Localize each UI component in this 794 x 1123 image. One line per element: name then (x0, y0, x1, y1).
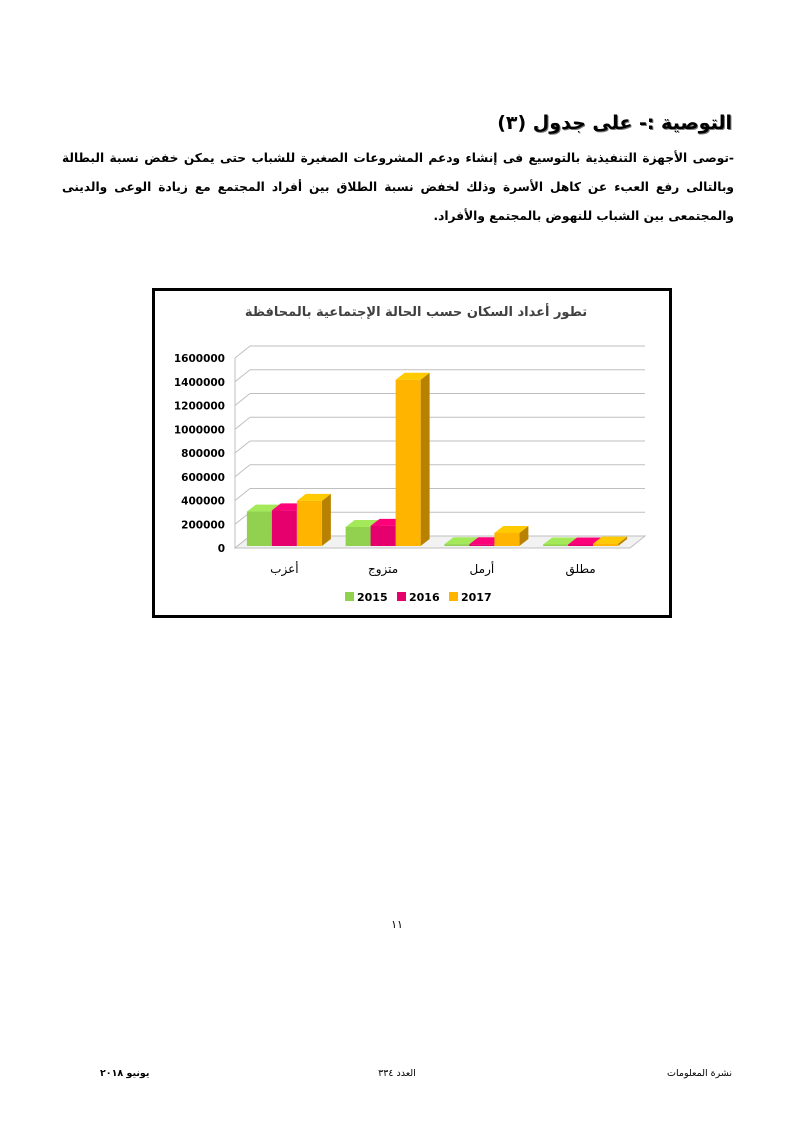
gridline-side (235, 489, 250, 501)
marital-status-chart (155, 291, 669, 615)
bar (297, 501, 322, 546)
y-tick-label: 200000 (181, 519, 225, 532)
legend-swatch (397, 592, 406, 601)
x-axis-categories (270, 561, 596, 577)
footer-issue: العدد ٣٣٤ (378, 1068, 416, 1079)
heading-number: (٣) (497, 112, 527, 134)
category-label: أعزب (270, 562, 299, 576)
bar (543, 545, 568, 547)
y-tick-label: 1000000 (173, 424, 225, 437)
bar-layer (247, 373, 627, 546)
page-number: ١١ (391, 918, 403, 931)
recommendation-heading (497, 112, 732, 134)
bar (346, 527, 371, 546)
bar (469, 544, 494, 546)
legend-label: 2017 (461, 591, 492, 604)
gridline-side (235, 465, 250, 477)
gridline-side (235, 417, 250, 429)
category-label: مطلق (565, 562, 596, 576)
footer-date: يونيو ٢٠١٨ (100, 1068, 150, 1079)
legend-swatch (345, 592, 354, 601)
y-tick-label: 1200000 (173, 400, 225, 413)
bar (444, 544, 469, 546)
gridline-side (235, 441, 250, 453)
recommendation-paragraph: -توصى الأجهزة التنفيذية بالتوسيع فى إنشاء ودعم المشروعات الصغيرة للشباب حتى يمكن خفض نسبة البطالة وبالتالى رفع العبء عن كاهل الأسرة وذلك لخفض نسبة الطلاق بين أفراد المجتمع مع زيادة الوعى والدينى والمجتمعى بين الشباب للنهوض بالمجتمع والأفراد. (62, 151, 734, 223)
bar (568, 545, 593, 547)
gridline-side (235, 370, 250, 382)
legend-swatch (449, 592, 458, 601)
gridline-side (235, 346, 250, 358)
category-label: أرمل (469, 562, 495, 576)
bar (272, 510, 297, 546)
bar (396, 380, 421, 546)
heading-main: التوصية :- على جدول (532, 112, 732, 134)
bar-side (421, 373, 430, 546)
gridline-side (235, 394, 250, 406)
legend-label: 2016 (409, 591, 440, 604)
category-label: متزوج (368, 562, 399, 576)
y-tick-label: 0 (217, 543, 225, 555)
bar (494, 533, 519, 546)
bar (371, 526, 396, 546)
bar (593, 544, 618, 546)
y-tick-label: 800000 (181, 448, 225, 460)
legend-label: 2015 (357, 591, 388, 604)
y-tick-label: 1600000 (173, 353, 225, 365)
chart-title: تطور أعداد السكان حسب الحالة الإجتماعية بالمحافظة (244, 305, 588, 320)
y-tick-label: 1400000 (173, 376, 225, 389)
y-tick-label: 600000 (181, 471, 225, 484)
footer-publication: نشرة المعلومات (667, 1068, 732, 1079)
chart-frame (152, 288, 672, 618)
y-axis-ticks (174, 353, 225, 555)
chart-legend (345, 591, 492, 604)
bar (247, 512, 272, 546)
y-tick-label: 400000 (181, 495, 225, 508)
bar-side (322, 494, 331, 546)
